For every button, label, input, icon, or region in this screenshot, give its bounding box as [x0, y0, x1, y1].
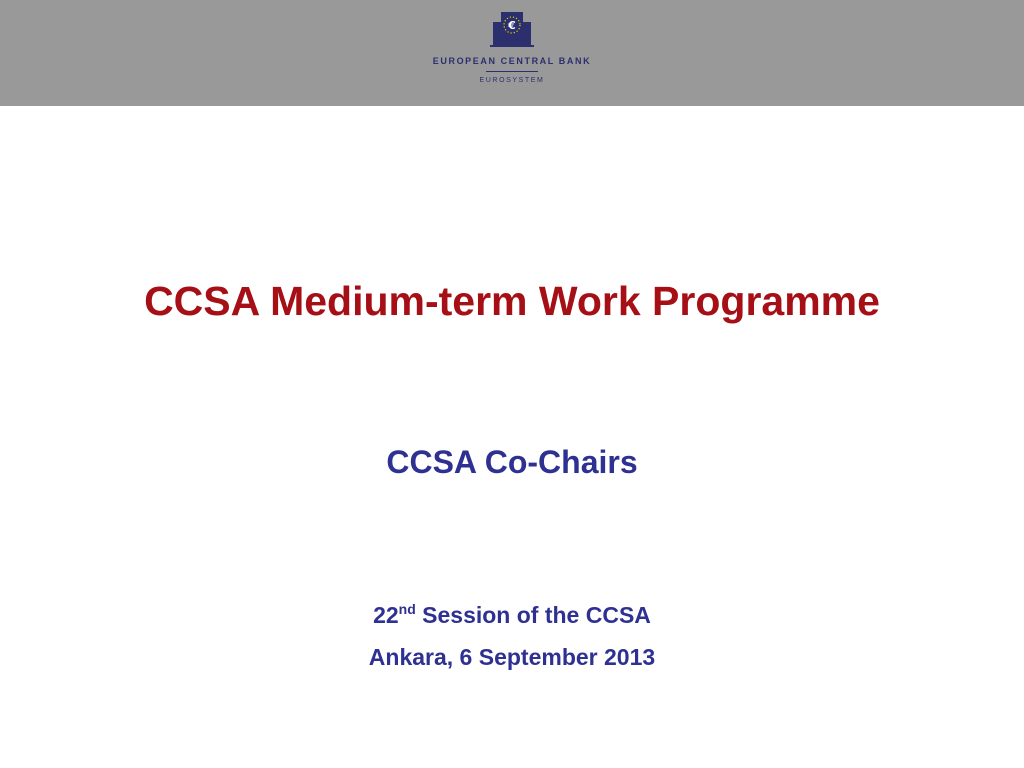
- session-line: [0, 602, 1024, 629]
- svg-text:€: €: [508, 19, 516, 32]
- logo-name: EUROPEAN CENTRAL BANK: [432, 56, 592, 66]
- slide-title: CCSA Medium-term Work Programme: [144, 278, 880, 324]
- session-text: Session of the CCSA: [415, 602, 651, 628]
- logo-divider: [486, 71, 538, 72]
- session-number: 22: [373, 602, 399, 628]
- header-band: [0, 0, 1024, 106]
- place-and-date: Ankara, 6 September 2013: [368, 644, 656, 670]
- logo-subtitle: EUROSYSTEM: [479, 77, 545, 84]
- ecb-logo: [412, 12, 612, 92]
- slide-subtitle: CCSA Co-Chairs: [386, 444, 638, 480]
- session-ordinal-suffix: nd: [398, 601, 416, 617]
- ecb-building-euro-icon: [490, 12, 534, 48]
